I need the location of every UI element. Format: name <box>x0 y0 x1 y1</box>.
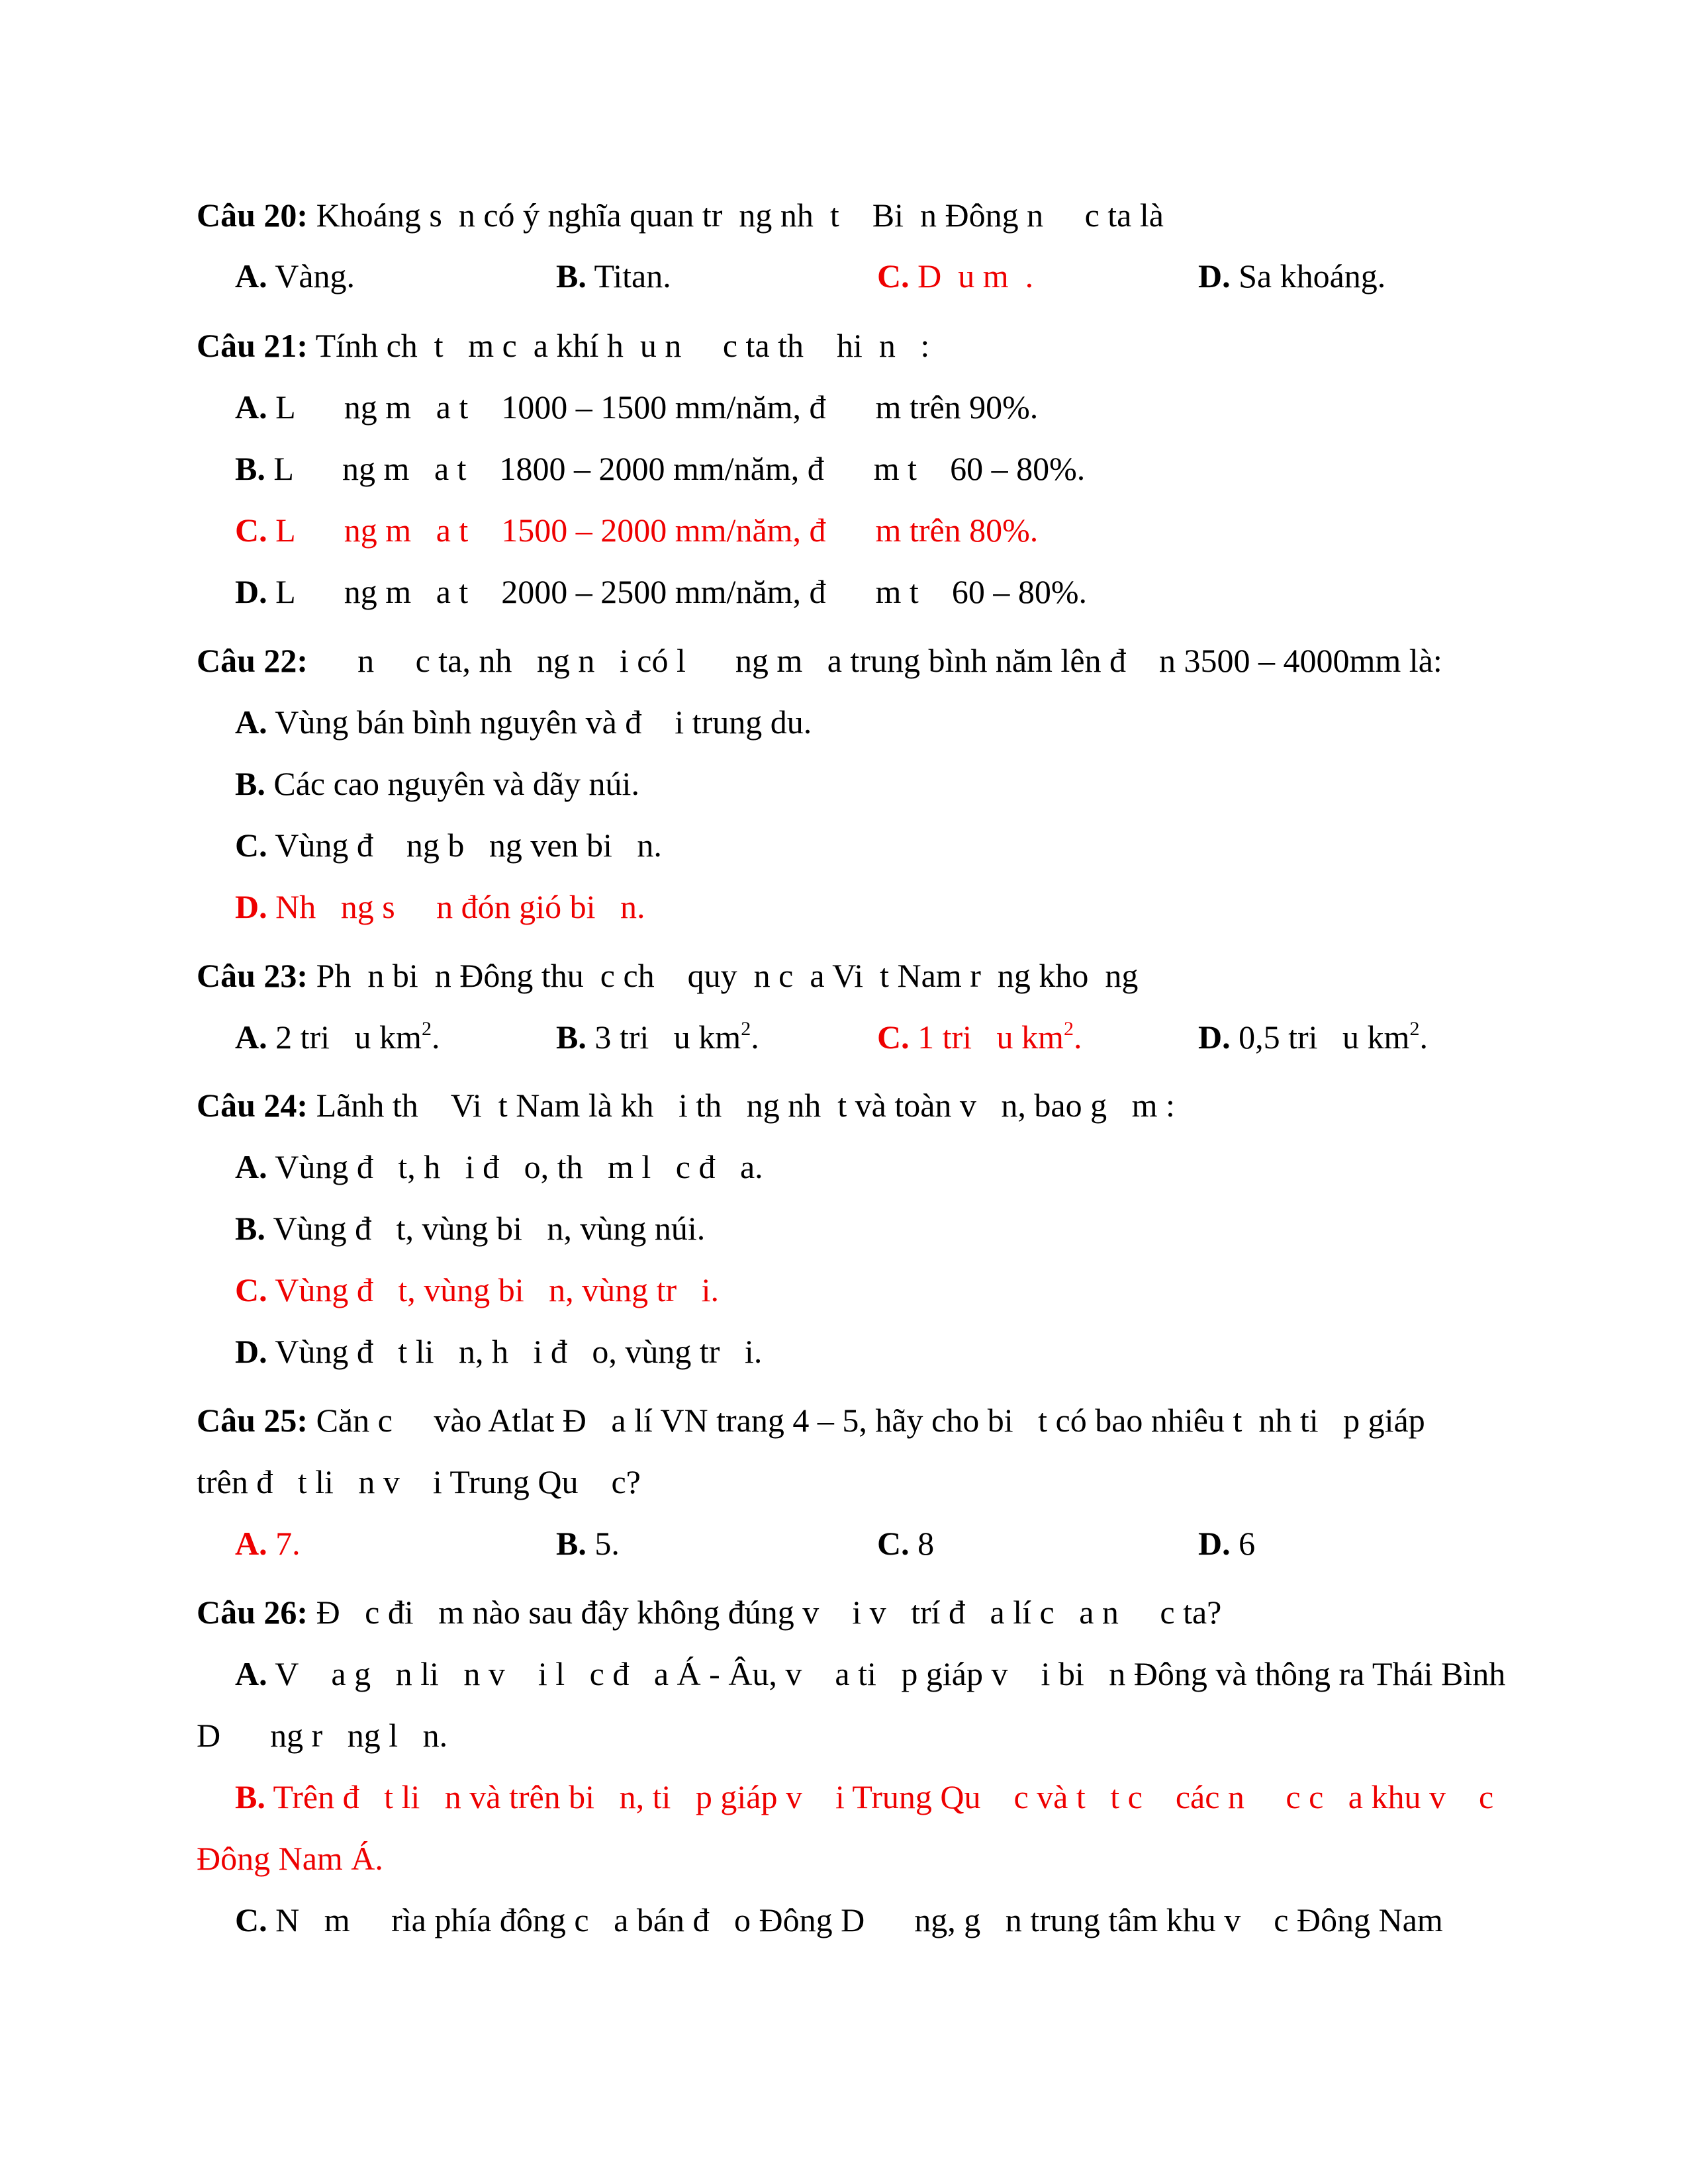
option-b: B. Titan. <box>556 257 671 295</box>
option-a-continued: D ng r ng l n. <box>197 1717 448 1754</box>
option-b: B. Các cao nguyên và dãy núi. <box>235 765 639 802</box>
option-d: D. L ng m a t 2000 – 2500 mm/năm, đ m t 60 – 80%. <box>235 573 1087 610</box>
option-d: D. Sa khoáng. <box>1198 257 1386 295</box>
option-b-correct: B. Trên đ t li n và trên bi n, ti p giáp v i Trung Qu c và t t c các n c c a khu v c <box>235 1778 1494 1815</box>
option-b: B. Vùng đ t, vùng bi n, vùng núi. <box>235 1210 706 1247</box>
option-a: A. V a g n li n v i l c đ a Á - Âu, v a ti p giáp v i bi n Đông và thông ra Thái Bình <box>235 1655 1506 1692</box>
option-d: D. 6 <box>1198 1525 1256 1562</box>
question-label: Câu 23: <box>197 957 308 994</box>
option-a: A. Vàng. <box>235 257 355 295</box>
question-label: Câu 21: <box>197 327 308 364</box>
question-label: Câu 22: <box>197 642 308 679</box>
question-label: Câu 20: <box>197 197 308 234</box>
question-text: Tính ch t m c a khí h u n c ta th hi n : <box>308 327 930 364</box>
option-b: B. 5. <box>556 1525 620 1562</box>
option-b: B. 3 tri u $km^2$. <box>556 1018 759 1056</box>
option-b-continued: Đông Nam Á. <box>197 1840 383 1877</box>
question-22 <box>197 641 1442 680</box>
option-c: C. 8 <box>877 1525 935 1562</box>
option-d-correct: D. Nh ng s n đón gió bi n. <box>235 888 645 925</box>
option-c-correct: C. D u m . <box>877 257 1034 295</box>
question-label: Câu 25: <box>197 1402 308 1439</box>
question-text: Ph n bi n Đông thu c ch quy n c a Vi t Nam r ng kho ng <box>308 957 1139 994</box>
option-a: A. Vùng bán bình nguyên và đ i trung du. <box>235 704 812 741</box>
question-label: Câu 24: <box>197 1087 308 1124</box>
option-b: B. L ng m a t 1800 – 2000 mm/năm, đ m t 60 – 80%. <box>235 450 1086 487</box>
question-20 <box>197 195 1164 235</box>
question-text: n c ta, nh ng n i có l ng m a trung bình năm lên đ n 3500 – 4000mm là: <box>308 642 1442 679</box>
option-c-correct: C. Vùng đ t, vùng bi n, vùng tr i. <box>235 1271 720 1308</box>
question-text-continued: trên đ t li n v i Trung Qu c? <box>197 1463 641 1500</box>
option-c: C. Vùng đ ng b ng ven bi n. <box>235 827 662 864</box>
option-d: D. 0,5 tri u $km^2$. <box>1198 1018 1428 1056</box>
option-c: C. N m rìa phía đông c a bán đ o Đông D ng, g n trung tâm khu v c Đông Nam <box>235 1901 1443 1938</box>
option-d: D. Vùng đ t li n, h i đ o, vùng tr i. <box>235 1333 763 1370</box>
question-text: Lãnh th Vi t Nam là kh i th ng nh t và toàn v n, bao g m : <box>308 1087 1175 1124</box>
question-text: Khoáng s n có ý nghĩa quan tr ng nh t Bi n Đông n c ta là <box>308 197 1164 234</box>
question-text: Đ c đi m nào sau đây không đúng v i v trí đ a lí c a n c ta? <box>308 1594 1222 1631</box>
question-text: Căn c vào Atlat Đ a lí VN trang 4 – 5, hãy cho bi t có bao nhiêu t nh ti p giáp <box>308 1402 1425 1439</box>
question-label: Câu 26: <box>197 1594 308 1631</box>
question-21 <box>197 326 929 365</box>
question-24 <box>197 1085 1175 1125</box>
option-a: A. 2 tri u $km^2$. <box>235 1018 440 1056</box>
question-25 <box>197 1400 1425 1440</box>
options-row <box>235 256 1493 296</box>
question-26 <box>197 1592 1221 1632</box>
question-23 <box>197 956 1138 995</box>
option-a: A. L ng m a t 1000 – 1500 mm/năm, đ m trên 90%. <box>235 388 1039 426</box>
option-a: A. Vùng đ t, h i đ o, th m l c đ a. <box>235 1148 763 1185</box>
options-row <box>235 1017 1493 1057</box>
option-c-correct: C. L ng m a t 1500 – 2000 mm/năm, đ m trên 80%. <box>235 512 1039 549</box>
option-a-correct: A. 7. <box>235 1525 301 1562</box>
option-c-correct: C. 1 tri u $km^2$. <box>877 1018 1082 1056</box>
options-row <box>235 1524 1493 1563</box>
